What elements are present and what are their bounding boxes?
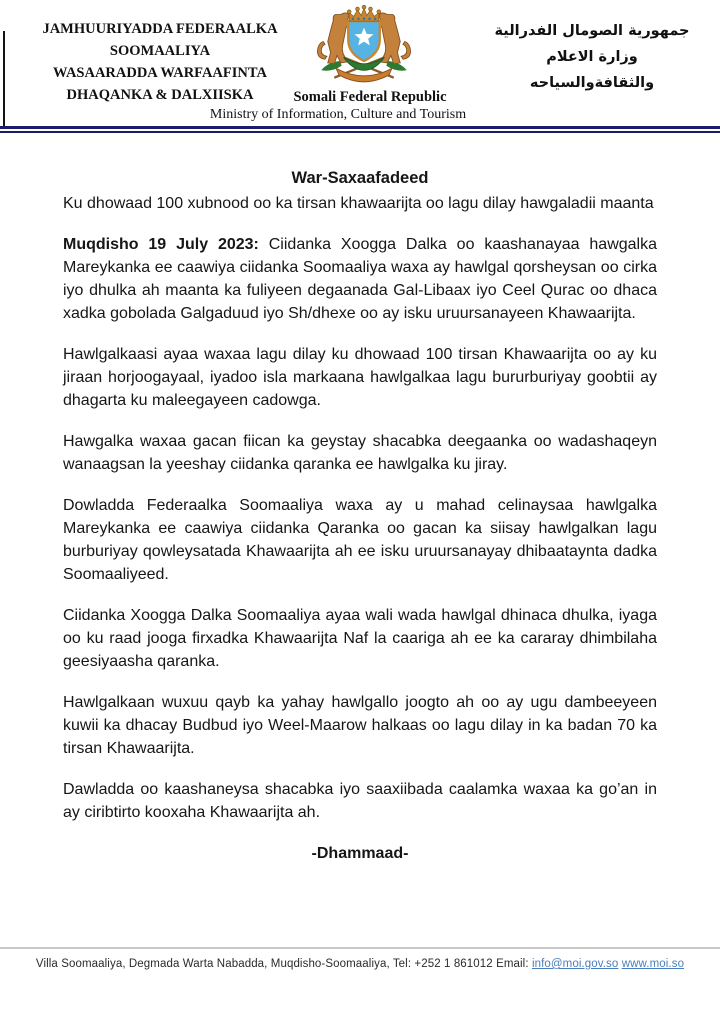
header-divider xyxy=(0,126,720,133)
coat-of-arms-icon xyxy=(312,5,416,91)
arabic-line: جمهورية الصومال الفدرالية xyxy=(494,23,690,39)
paragraph: Dowladda Federaalka Soomaaliya waxa ay u mahad celinaysaa hawlgalka Mareykanka ee caawiya ciidanka Qaranka oo gacan ka siisay hawlgalkan lagu burburiyay qowleysatada Khawaarijta ah ee isku uruursanayay dhibaataynta dadka Soomaaliyeed. xyxy=(63,497,657,583)
website-link[interactable]: www.moi.so xyxy=(621,958,685,970)
press-release-subtitle: Ku dhowaad 100 xubnood oo ka tirsan khawaarijta oo lagu dilay hawgaladii maanta xyxy=(63,195,654,212)
paragraph: Hawlgalkaan wuxuu qayb ka yahay hawlgallo joogto ah oo ay ugu dambeeyeen kuwii ka dhacay Budbud iyo Weel-Maarow halkaas oo lagu dilay in ka badan 70 ka tirsan Khawaarijta. xyxy=(63,694,657,757)
org-line: WASAARADDA WARFAAFINTA xyxy=(53,65,267,81)
ministry-title: Ministry of Information, Culture and Tourism xyxy=(209,107,467,122)
paragraph: Ciidanka Xoogga Dalka Soomaaliya ayaa wali wada hawlgal dhinaca dhulka, iyaga oo ku raad jooga firxadka Khawaarijta Naf la caariga ah ee ka cararay dhimbilaha geesiyaasha qaranka. xyxy=(63,607,657,670)
dateline: Muqdisho 19 July 2023: xyxy=(63,236,259,253)
arabic-line: والثقافةوالسياحه xyxy=(529,75,655,91)
footer-divider xyxy=(0,947,720,949)
scan-artifact xyxy=(3,31,5,126)
org-name-arabic xyxy=(480,18,704,96)
closing-line: -Dhammaad- xyxy=(311,845,409,862)
paragraph: Hawgalka waxaa gacan fiican ka geystay shacabka deegaanka oo wadashaqeyn wanaagsan la yeeshay ciidanka qaranka ee hawlgalka ku jiray. xyxy=(63,433,657,473)
paragraph: Dawladda oo kaashaneysa shacabka iyo saaxiibada caalamka waxaa ka go’an in ay ciribtirto kooxaha Khawaarijta ah. xyxy=(63,781,657,821)
press-release-body xyxy=(63,133,657,865)
paragraph-text: Ciidanka Xoogga Dalka oo kaashanayaa hawgalka Mareykanka ee caawiya ciidanka Soomaaliya waxa ay hawlgal qorsheysan oo cirka iyo dhulka ah maanta ka fuliyeen degaanada Gal-Libaax iyo Ceel Qurac oo dhaca xadka gobolada Galgaduud iyo Sh/dhexe oo ay isku uruursanayeen Khawaarijta. xyxy=(63,236,657,322)
paragraph-dateline xyxy=(63,233,657,325)
footer-address: Villa Soomaaliya, Degmada Warta Nabadda, Muqdisho-Soomaaliya, Tel: +252 1 861012 Email: xyxy=(35,958,532,970)
org-line: DHAQANKA & DALXIISKA xyxy=(66,87,254,103)
paragraph: Hawlgalkaasi ayaa waxaa lagu dilay ku dhowaad 100 tirsan Khawaarijta oo ay ku jiraan horjoogayaal, iyadoo isla markaana hawlgalkaa lagu bururburiyay goobtii ay dhagarta ku maleegayeen cadowga. xyxy=(63,346,657,409)
footer xyxy=(0,958,720,970)
press-release-title: War-Saxaafadeed xyxy=(291,169,429,187)
org-line: JAMHUURIYADDA FEDERAALKA xyxy=(42,21,278,37)
letterhead xyxy=(0,0,720,135)
republic-title: Somali Federal Republic xyxy=(293,89,447,105)
org-line: SOOMAALIYA xyxy=(109,43,211,59)
email-link[interactable]: info@moi.gov.so xyxy=(531,958,619,970)
arabic-line: وزارة الاعلام xyxy=(546,49,638,65)
